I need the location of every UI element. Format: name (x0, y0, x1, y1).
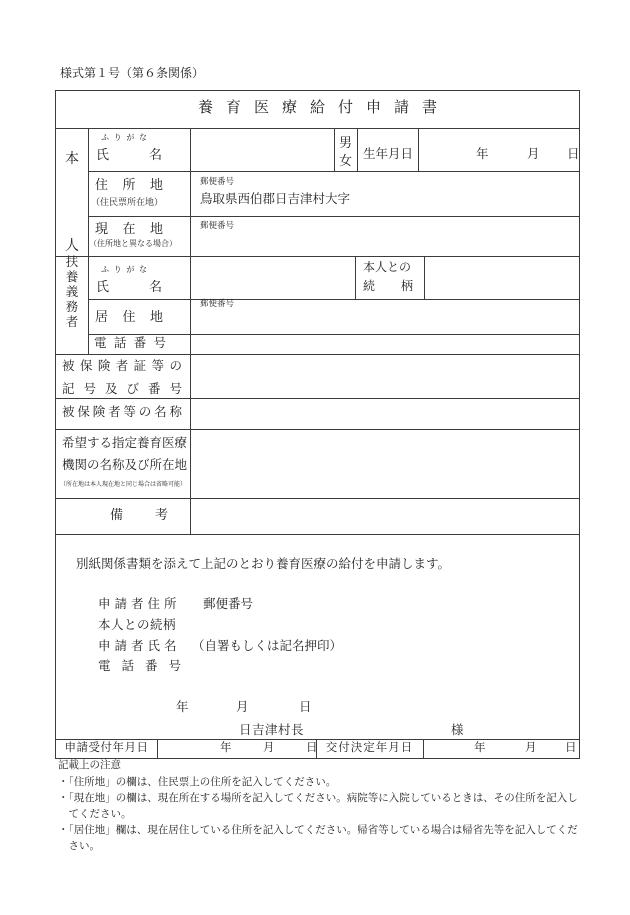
residence-postal-label: 郵便番号 (200, 298, 235, 308)
stmt-name-label: 申請者氏名 (98, 639, 181, 653)
notes-heading: 記載上の注意 (58, 760, 121, 771)
birthdate-label: 生年月日 (363, 147, 414, 161)
grid-line (355, 256, 356, 299)
decision-month-label: 月 (525, 742, 537, 754)
grid-line (88, 171, 579, 172)
form-title: 養育医療給付申請書 (197, 100, 450, 116)
remarks-label: 備考 (110, 507, 168, 522)
birthdate-month-label: 月 (527, 147, 540, 161)
grid-line (357, 128, 358, 171)
note-item: ・「住所地」の欄は、住民票上の住所を記入してください。 (58, 777, 337, 788)
grid-line (56, 256, 579, 257)
note-item: ・「居住地」欄は、現在居住している住所を記入してください。帰省等している場合は帰省先等を記入してください。 (58, 825, 578, 852)
stmt-name-note: （自署もしくは記名押印） (192, 639, 343, 653)
guardian-section-label: 扶養義務者 (65, 255, 79, 329)
note-item: ・「現在地」の欄は、現在所在する場所を記入してください。病院等に入院しているときは、その住所を記入してください。 (58, 793, 578, 820)
facility-label-line1: 希望する指定養育医療 (62, 436, 188, 450)
declaration-text: 別紙関係書類を添えて上記のとおり養育医療の給付を申請します。 (76, 557, 451, 571)
insurance-cert-label-line2: 記号及び番号 (62, 382, 182, 396)
relation-label-line1: 本人との (363, 260, 412, 274)
honorific-label: 様 (451, 723, 464, 737)
address-postal-label: 郵便番号 (200, 176, 235, 186)
residence-label: 居住地 (95, 309, 163, 324)
grid-line (56, 534, 579, 535)
guardian-name-label: 氏名 (96, 279, 162, 294)
current-address-sublabel: （住所地と異なる場合） (89, 239, 177, 248)
grid-line (56, 128, 579, 129)
grid-line (56, 354, 579, 355)
received-day-label: 日 (306, 742, 318, 754)
decision-day-label: 日 (565, 742, 577, 754)
facility-label-line2: 機関の名称及び所在地 (62, 458, 188, 472)
current-postal-label: 郵便番号 (200, 220, 235, 230)
grid-line (56, 398, 579, 399)
grid-line (190, 128, 191, 534)
stmt-month-label: 月 (236, 700, 249, 714)
grid-line (56, 429, 579, 430)
grid-line (88, 216, 579, 217)
current-address-label: 現在地 (95, 221, 163, 236)
grid-line (157, 739, 158, 758)
insurer-name-label: 被保険者等の名称 (62, 405, 182, 419)
stmt-day-label: 日 (299, 700, 312, 714)
stmt-address-label: 申請者住所 (98, 597, 181, 611)
stmt-relation-label: 本人との続柄 (98, 618, 177, 632)
stmt-postal-label: 郵便番号 (203, 597, 254, 611)
decision-year-label: 年 (474, 742, 486, 754)
stmt-phone-label: 電話番号 (98, 659, 181, 673)
decision-date-label: 交付決定年月日 (325, 742, 414, 754)
grid-line (424, 256, 425, 299)
birthdate-day-label: 日 (567, 147, 580, 161)
person-section-label: 本人 (65, 152, 79, 254)
phone-label: 電話番号 (94, 336, 166, 350)
grid-line (88, 299, 579, 300)
facility-note: （所在地は本人現在地と同じ場合は省略可能） (60, 482, 187, 488)
mayor-label: 日吉津村長 (239, 723, 305, 737)
sex-male-label: 男 (338, 135, 352, 150)
grid-line (56, 498, 579, 499)
address-sublabel: （住民票所在地） (91, 197, 164, 207)
address-label: 住所地 (95, 177, 163, 192)
received-year-label: 年 (220, 742, 232, 754)
sex-female-label: 女 (338, 153, 352, 168)
person-furigana-label: ふりがな (101, 133, 147, 142)
received-month-label: 月 (263, 742, 275, 754)
grid-line (88, 334, 579, 335)
relation-label-line2: 続柄 (363, 279, 413, 293)
insurance-cert-label-line1: 被保険者証等の (62, 359, 182, 373)
form-table (55, 90, 580, 759)
notes-list (58, 775, 582, 855)
received-date-label: 申請受付年月日 (64, 742, 149, 754)
person-name-label: 氏名 (96, 147, 162, 162)
stmt-year-label: 年 (176, 700, 189, 714)
form-code: 様式第１号（第６条関係） (60, 66, 205, 80)
birthdate-year-label: 年 (476, 147, 489, 161)
grid-line (56, 739, 579, 740)
grid-line (423, 739, 424, 758)
address-value: 鳥取県西伯郡日吉津村大字 (200, 192, 351, 206)
grid-line (418, 128, 419, 171)
guardian-furigana-label: ふりがな (101, 265, 147, 274)
